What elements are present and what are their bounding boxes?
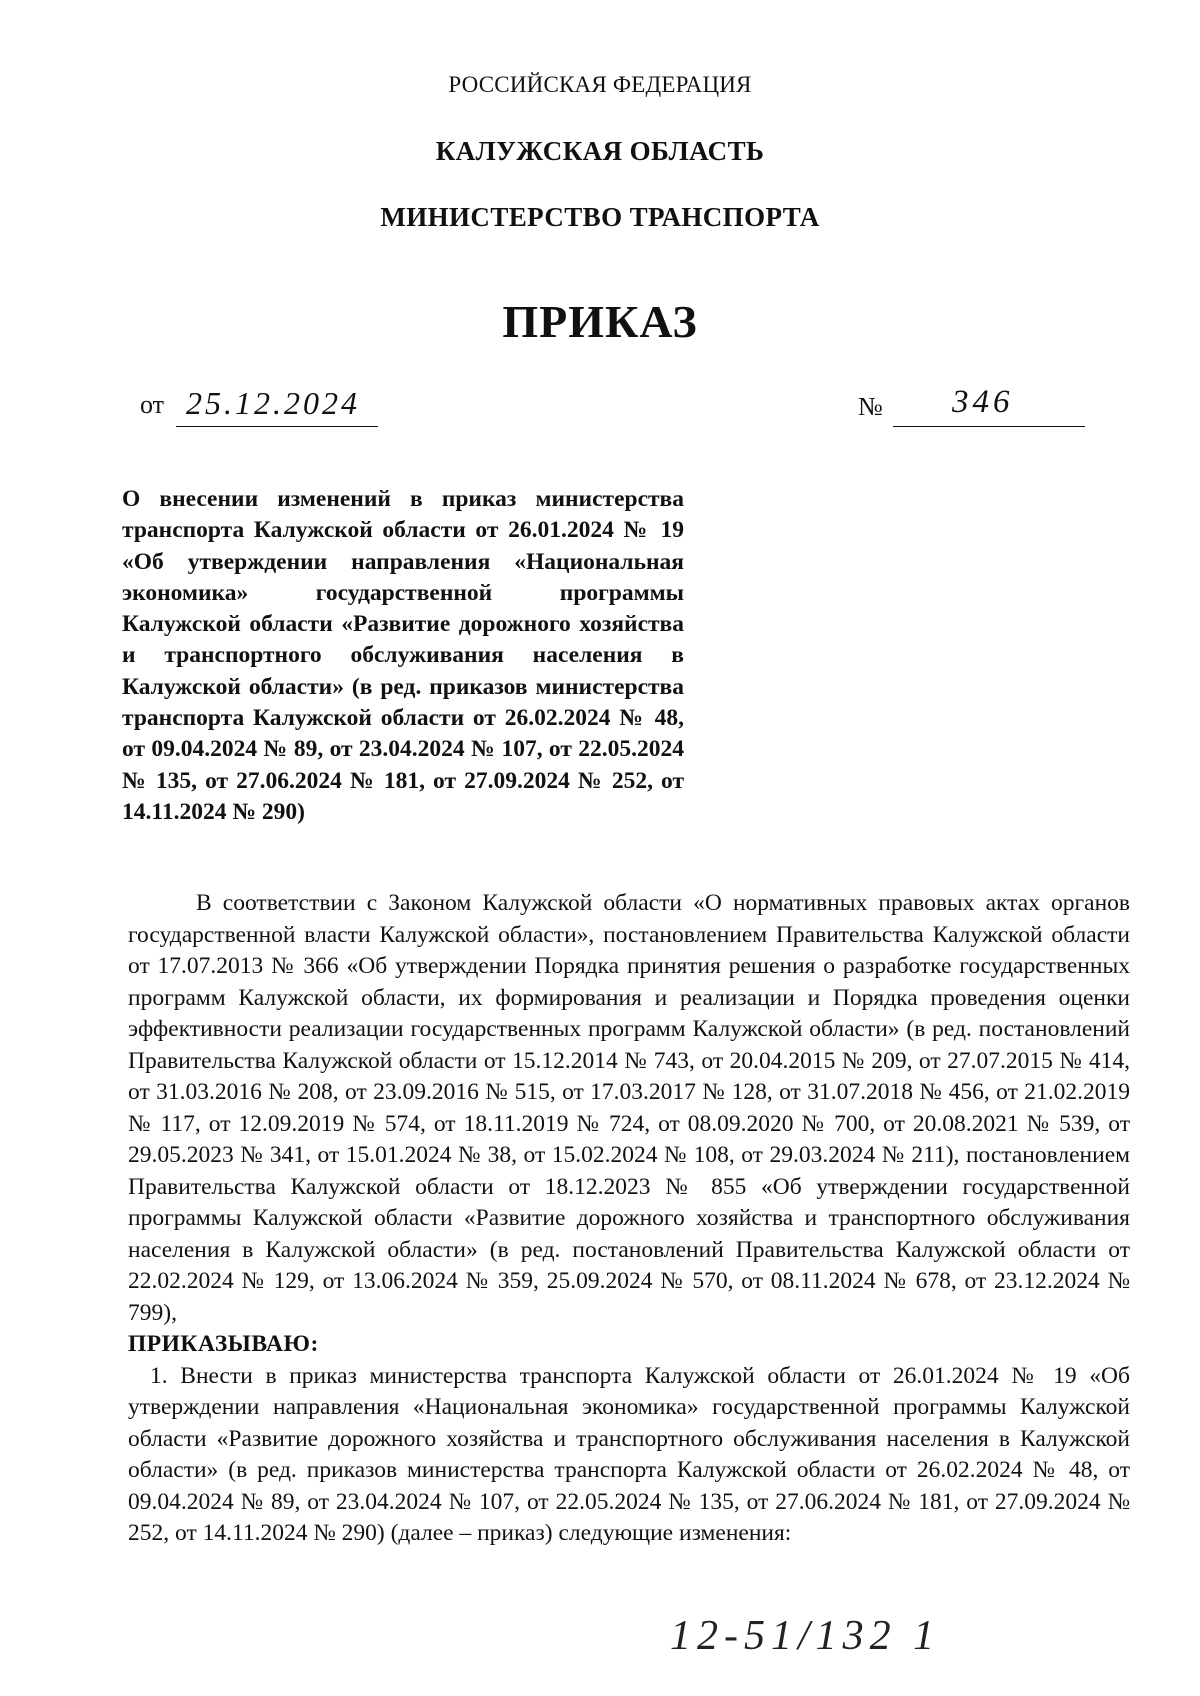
order-body (128, 888, 1130, 1550)
order-command: ПРИКАЗЫВАЮ: (128, 1331, 319, 1357)
item-1-paragraph: 1. Внести в приказ министерства транспорта Калужской области от 26.01.2024 № 19 «Об утверждении направления «Национальная экономика» государственной программы Калужской области «Развитие дорожного хозяйства и транспортного обслуживания населения в Калужской области» (в ред. приказов министерства транспорта Калужской области от 26.02.2024 № 48, от 09.04.2024 № 89, от 23.04.2024 № 107, от 22.05.2024 № 135, от 27.06.2024 № 181, от 27.09.2024 № 252, от 14.11.2024 № 290) (далее – приказ) следующие изменения: (128, 1362, 1130, 1546)
date-underline (176, 426, 378, 427)
order-subject: О внесении изменений в приказ министерства транспорта Калужской области от 26.01.2024 № 19 «Об утверждении направления «Национальная экономика» государственной программы Калужской области «Развитие дорожного хозяйства и транспортного обслуживания населения в Калужской области» (в ред. приказов министерства транспорта Калужской области от 26.02.2024 № 48, от 09.04.2024 № 89, от 23.04.2024 № 107, от 22.05.2024 № 135, от 27.06.2024 № 181, от 27.09.2024 № 252, от 14.11.2024 № 290) (122, 486, 684, 825)
date-value-handwritten: 25.12.2024 (186, 385, 360, 421)
number-label: № (858, 392, 883, 421)
date-label: от (140, 390, 165, 419)
header-country: РОССИЙСКАЯ ФЕДЕРАЦИЯ (448, 72, 752, 97)
handwritten-registration-mark: 12-51/132 1 (670, 1613, 941, 1659)
preamble-paragraph: В соответствии с Законом Калужской области «О нормативных правовых актах органов государственной власти Калужской области», постановлением Правительства Калужской области от 17.07.2013 № 366 «Об утверждении Порядка принятия решения о разработке государственных программ Калужской области, их формирования и реализации и Порядка проведения оценки эффективности реализации государственных программ Калужской области» (в ред. постановлений Правительства Калужской области от 15.12.2014 № 743, от 20.04.2015 № 209, от 27.07.2015 № 414, от 31.03.2016 № 208, от 23.09.2016 № 515, от 17.03.2017 № 128, от 31.07.2018 № 456, от 21.02.2019 № 117, от 12.09.2019 № 574, от 18.11.2019 № 724, от 08.09.2020 № 700, от 20.08.2021 № 539, от 29.05.2023 № 341, от 15.01.2024 № 38, от 15.02.2024 № 108, от 29.03.2024 № 211), постановлением Правительства Калужской области от 18.12.2023 № 855 «Об утверждении государственной программы Калужской области «Развитие дорожного хозяйства и транспортного обслуживания населения в Калужской области» (в ред. постановлений Правительства Калужской области от 22.02.2024 № 129, от 13.06.2024 № 359, 25.09.2024 № 570, от 08.11.2024 № 678, от 23.12.2024 № 799), (128, 890, 1130, 1326)
header-region: КАЛУЖСКАЯ ОБЛАСТЬ (435, 136, 765, 166)
header-ministry: МИНИСТЕРСТВО ТРАНСПОРТА (380, 202, 820, 232)
number-value-handwritten: 346 (952, 384, 1014, 420)
number-underline (893, 426, 1085, 427)
document-type-title: ПРИКАЗ (502, 296, 698, 347)
